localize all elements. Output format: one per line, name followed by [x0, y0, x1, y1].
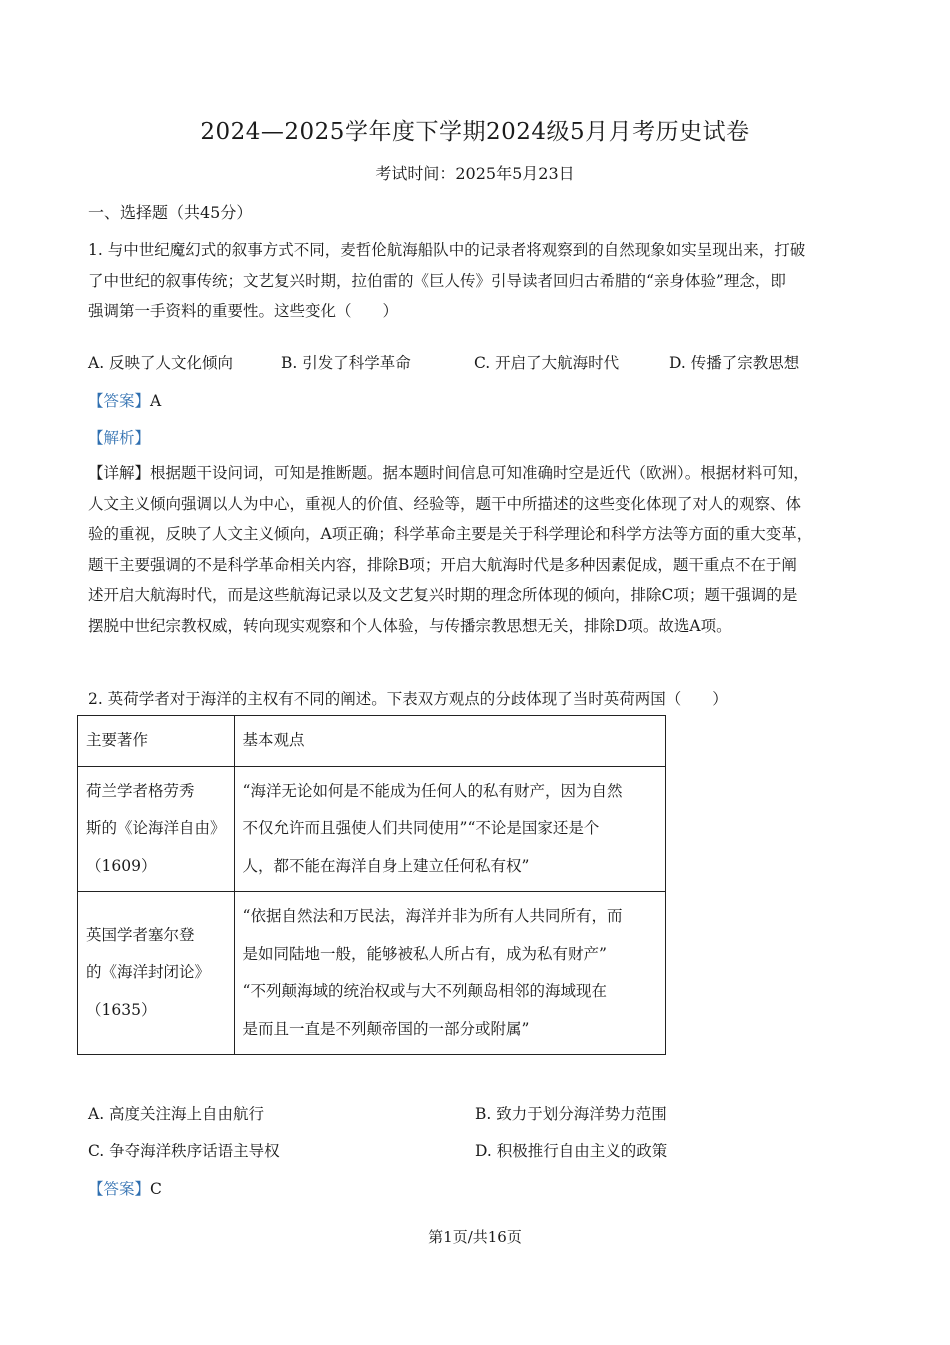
work-line: 的《海洋封闭论》: [86, 963, 211, 982]
question-1-stem: [88, 235, 863, 327]
detail-line: 题干主要强调的不是科学革命相关内容，排除B项；开启大航海时代是多种因素促成，题干重点不在于阐: [88, 555, 797, 574]
view-line: “依据自然法和万民法，海洋并非为所有人共同所有，而: [242, 907, 623, 925]
view-line: “海洋无论如何是不能成为任何人的私有财产，因为自然: [242, 781, 623, 800]
exam-date: 考试时间：2025年5月23日: [375, 164, 575, 183]
q1-answer: [88, 389, 161, 411]
table-cell-view: [234, 767, 665, 892]
work-line: （1609）: [86, 856, 157, 875]
section-heading: 一、选择题（共45分）: [88, 203, 253, 222]
work-line: 斯的《论海洋自由》: [86, 819, 226, 838]
work-line: 英国学者塞尔登: [86, 925, 195, 944]
analysis-tag: 【解析】: [88, 429, 151, 447]
work-line: 荷兰学者格劳秀: [86, 781, 195, 800]
table-cell-work: [78, 892, 235, 1055]
question-1-detail: [88, 458, 863, 641]
answer-tag: 【答案】: [88, 392, 151, 410]
q1-option-a: A. 反映了人文化倾向: [88, 354, 234, 372]
q2-option-d: D. 积极推行自由主义的政策: [475, 1142, 668, 1160]
q1-option-d: D. 传播了宗教思想: [669, 354, 800, 372]
table-row: [78, 767, 666, 892]
detail-line: 人文主义倾向强调以人为中心，重视人的价值、经验等，题干中所描述的这些变化体现了对人的观察、体: [88, 494, 802, 513]
detail-line: 摆脱中世纪宗教权威，转向现实观察和个人体验，与传播宗教思想无关，排除D项。故选A项。: [88, 616, 732, 635]
answer-value: C: [150, 1180, 162, 1198]
q2-answer: [88, 1177, 162, 1199]
view-line: 是如同陆地一般，能够被私人所占有，成为私有财产”: [242, 944, 607, 963]
table-cell-view: [234, 892, 665, 1055]
q1-option-b: B. 引发了科学革命: [281, 354, 411, 372]
material-table: [77, 715, 666, 1055]
view-line: 人，都不能在海洋自身上建立任何私有权”: [242, 856, 530, 875]
question-1-line: 1. 与中世纪魔幻式的叙事方式不同，麦哲伦航海船队中的记录者将观察到的自然现象如实呈现出来，打破: [88, 241, 806, 259]
table-header-cell: [78, 716, 235, 767]
q2-option-b: B. 致力于划分海洋势力范围: [475, 1105, 667, 1123]
view-line: 是而且一直是不列颠帝国的一部分或附属”: [242, 1019, 530, 1038]
table-cell-work: [78, 767, 235, 892]
table-header-cell: [234, 716, 665, 767]
question-2-stem: 2. 英荷学者对于海洋的主权有不同的阐述。下表双方观点的分歧体现了当时英荷两国（ ）: [88, 690, 728, 708]
header-works: 主要著作: [86, 731, 149, 750]
header-views: 基本观点: [242, 731, 305, 750]
table-row: [78, 892, 666, 1055]
question-1-line: 了中世纪的叙事传统；文艺复兴时期，拉伯雷的《巨人传》引导读者回归古希腊的“亲身体验”理念，即: [88, 271, 786, 290]
view-line: “不列颠海域的统治权或与大不列颠岛相邻的海域现在: [242, 982, 607, 1000]
question-1-line: 强调第一手资料的重要性。这些变化（ ）: [88, 302, 399, 320]
detail-line: 【详解】根据题干设问词，可知是推断题。据本题时间信息可知准确时空是近代（欧洲）。根据材料可知，: [88, 464, 809, 482]
page-title: 2024—2025学年度下学期2024级5月月考历史试卷: [200, 119, 750, 145]
work-line: （1635）: [86, 1000, 157, 1019]
detail-line: 验的重视，反映了人文主义倾向，A项正确；科学革命主要是关于科学理论和科学方法等方面的重大变革，: [88, 525, 813, 543]
q2-option-a: A. 高度关注海上自由航行: [88, 1105, 265, 1123]
q2-option-c: C. 争夺海洋秩序话语主导权: [88, 1142, 280, 1160]
answer-value: A: [150, 392, 162, 410]
detail-line: 述开启大航海时代，而是这些航海记录以及文艺复兴时期的理念所体现的倾向，排除C项；题干强调的是: [88, 586, 798, 604]
answer-tag: 【答案】: [88, 1180, 151, 1198]
view-line: 不仅允许而且强使人们共同使用”“不论是国家还是个: [242, 819, 600, 838]
q1-option-c: C. 开启了大航海时代: [474, 354, 620, 372]
page-number: 第1页/共16页: [428, 1228, 522, 1246]
table-header-row: [78, 716, 666, 767]
